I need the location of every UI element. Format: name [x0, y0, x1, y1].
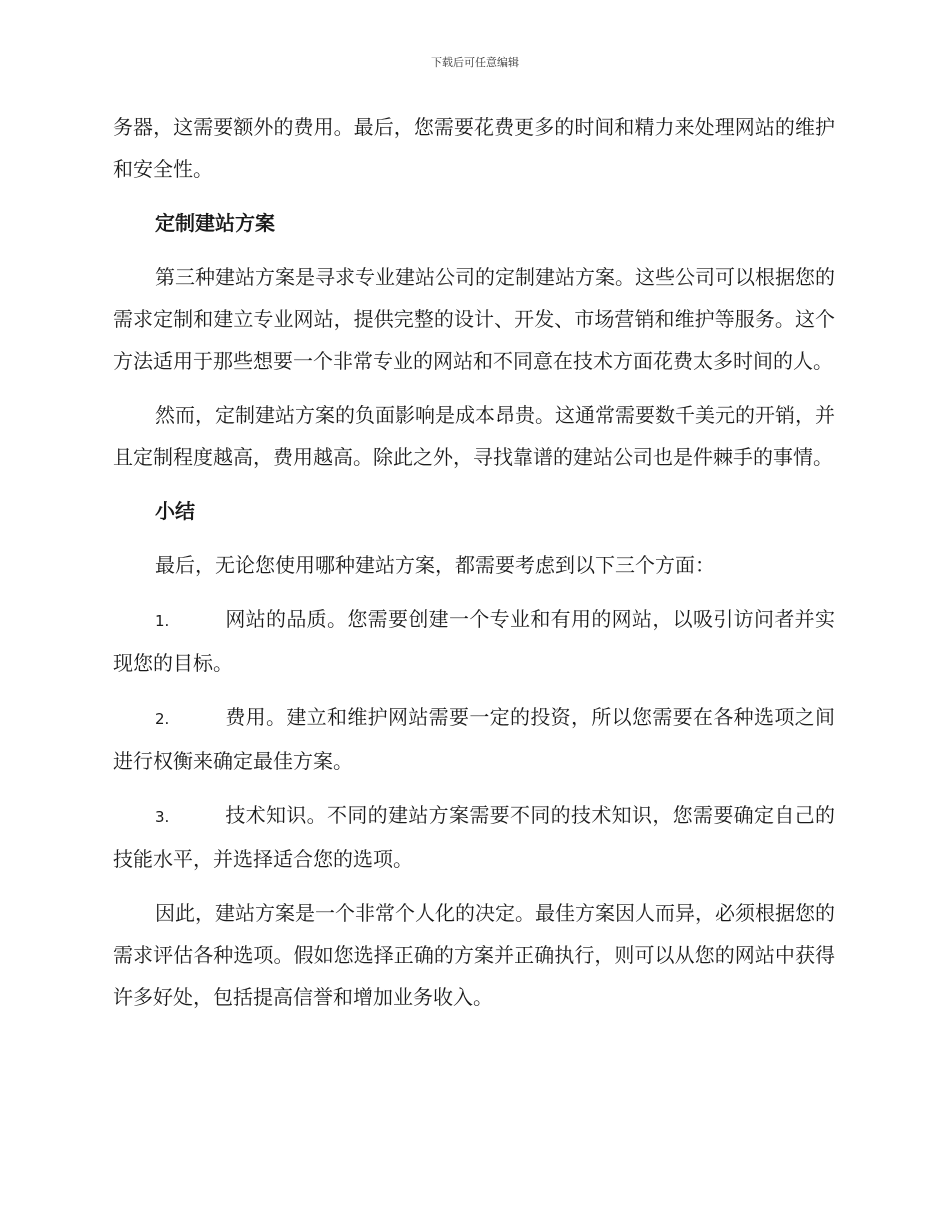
paragraph-custom-drawbacks: 然而，定制建站方案的负面影响是成本昂贵。这通常需要数千美元的开销，并且定制程度越高，费用越高。除此之外，寻找靠谱的建站公司也是件棘手的事情。 [113, 403, 835, 469]
list-number: 2. [155, 710, 170, 728]
list-item [113, 598, 835, 684]
list-number: 1. [155, 612, 170, 630]
list-item-text: 技术知识。不同的建站方案需要不同的技术知识，您需要确定自己的技能水平，并选择适合您的选项。 [113, 803, 835, 871]
section-heading-summary: 小结 [155, 499, 195, 523]
paragraph-custom-intro: 第三种建站方案是寻求专业建站公司的定制建站方案。这些公司可以根据您的需求定制和建立专业网站，提供完整的设计、开发、市场营销和维护等服务。这个方法适用于那些想要一个非常专业的网站和不同意在技术方面花费太多时间的人。 [113, 265, 835, 373]
list-item [113, 794, 835, 880]
list-item-text: 费用。建立和维护网站需要一定的投资，所以您需要在各种选项之间进行权衡来确定最佳方案。 [113, 705, 835, 773]
page-header: 下载后可任意编辑 [431, 56, 519, 69]
list-item-text: 网站的品质。您需要创建一个专业和有用的网站，以吸引访问者并实现您的目标。 [113, 607, 835, 675]
paragraph-summary-intro: 最后，无论您使用哪种建站方案，都需要考虑到以下三个方面： [155, 553, 715, 577]
paragraph-continued: 务器，这需要额外的费用。最后，您需要花费更多的时间和精力来处理网站的维护和安全性。 [113, 115, 835, 181]
section-heading-custom-site: 定制建站方案 [155, 211, 275, 235]
paragraph-conclusion: 因此，建站方案是一个非常个人化的决定。最佳方案因人而异，必须根据您的需求评估各种选项。假如您选择正确的方案并正确执行，则可以从您的网站中获得许多好处，包括提高信誉和增加业务收入。 [113, 901, 835, 1009]
list-number: 3. [155, 808, 170, 826]
document-body [113, 106, 835, 1030]
list-item [113, 696, 835, 782]
